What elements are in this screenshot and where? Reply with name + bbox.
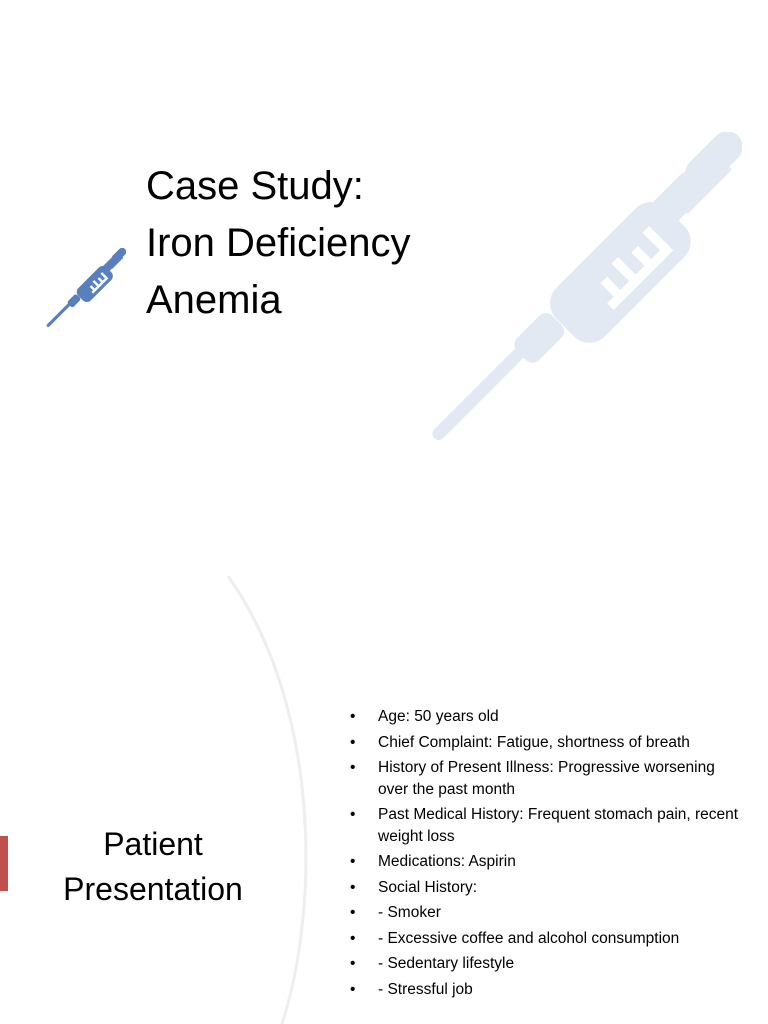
bullet-dot: • [350, 929, 356, 947]
section-title [40, 822, 266, 912]
bullet-dot: • [350, 853, 356, 870]
slide-title-line: Iron Deficiency [146, 221, 411, 265]
list-item-text: Past Medical History: Frequent stomach pain, recent weight loss [378, 806, 739, 845]
syringe-icon [46, 248, 126, 328]
section-title-line: Patient [103, 826, 203, 862]
bullet-dot: • [350, 733, 356, 751]
list-item [340, 732, 740, 754]
bullet-dot: • [350, 980, 356, 998]
list-item-text: - Sedentary lifestyle [378, 955, 515, 972]
decorative-arc [0, 576, 320, 1024]
bullet-dot: • [350, 878, 356, 896]
list-item-text: Social History: [378, 878, 478, 896]
list-item-text: - Smoker [378, 904, 441, 921]
list-item [340, 902, 740, 924]
bullet-dot: • [350, 955, 356, 972]
list-item [340, 757, 740, 800]
list-item-text: - Excessive coffee and alcohol consumption [378, 929, 680, 947]
bullet-dot: • [350, 759, 356, 776]
slide-title [146, 158, 506, 329]
section-title-line: Presentation [63, 871, 243, 907]
list-item [340, 953, 740, 975]
list-item [340, 804, 740, 847]
list-item-text: History of Present Illness: Progressive worsening over the past month [378, 759, 715, 798]
patient-presentation-slide [0, 576, 768, 1024]
slide-title-line: Anemia [146, 278, 282, 322]
bullet-dot: • [350, 806, 356, 823]
list-item-text: - Stressful job [378, 980, 473, 998]
list-item [340, 928, 740, 950]
list-item-text: Age: 50 years old [378, 708, 499, 725]
list-item [340, 979, 740, 1001]
bullet-dot: • [350, 904, 356, 921]
slide-title-line: Case Study: [146, 164, 364, 208]
list-item-text: Medications: Aspirin [378, 853, 516, 870]
list-item [340, 877, 740, 899]
accent-bar [0, 836, 8, 891]
list-item-text: Chief Complaint: Fatigue, shortness of breath [378, 733, 690, 751]
list-item [340, 851, 740, 873]
patient-details-list [340, 706, 740, 1004]
bullet-dot: • [350, 708, 356, 725]
list-item [340, 706, 740, 728]
